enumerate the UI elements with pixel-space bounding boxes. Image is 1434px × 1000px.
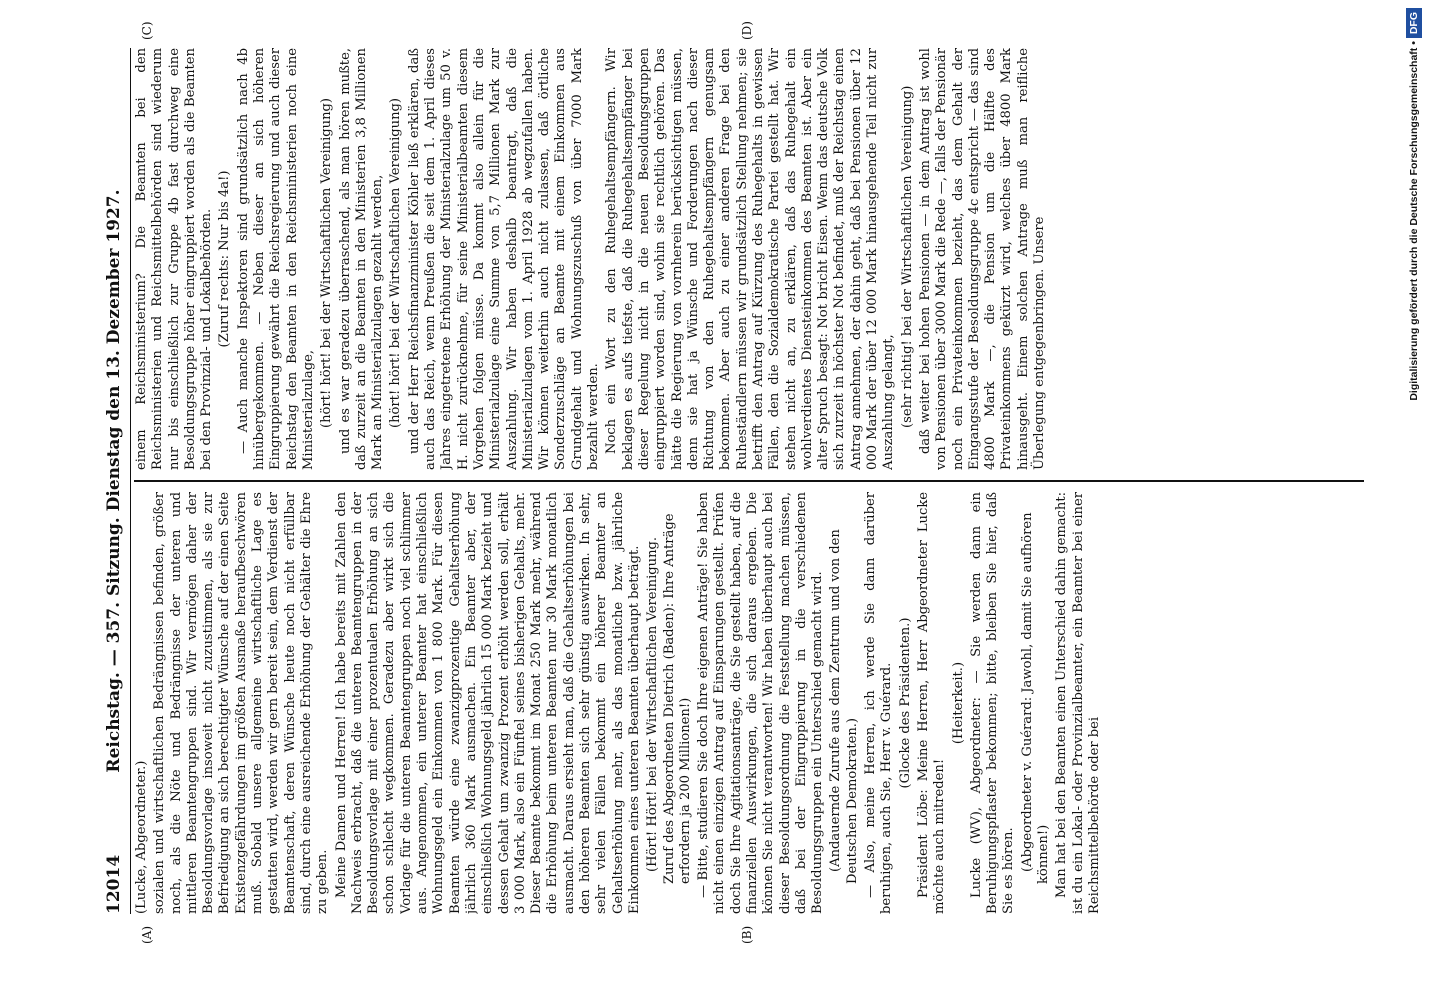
margin-marker-d: (D) <box>740 21 754 40</box>
paragraph: (Abgeordneter v. Guérard: Jawohl, damit Sie aufhören können!) <box>1019 512 1052 884</box>
paragraph: Meine Damen und Herren! Ich habe bereits mit Zahlen den Nachweis erbracht, daß die unteren Beamtengruppen in der Besoldungsvorlage mit einer prozentualen Erhöhung an sich schon schlecht wegkommen. Geradezu aber wirkt sich die Vorlage für die unteren Beamtengruppen noch viel schlimmer aus. Angenommen, ein unterer Beamter hat einschließlich Wohnungsgeld ein Einkommen von 1 800 Mark. Für diesen Beamten würde eine zwanzigprozentige Gehaltserhöhung jährlich 360 Mark ausmachen. Ein Beamter aber, der einschließlich Wohnungsgeld jährlich 15 000 Mark bezieht und dessen Gehalt um zwanzig Prozent erhöht werden soll, erhält 3 000 Mark, also ein Fünftel seines bisherigen Gehalts, mehr. Dieser Beamte bekommt im Monat 250 Mark mehr, während die Erhöhung beim unteren Beamten nur 30 Mark monatlich ausmacht. Daraus ersieht man, daß die Gehaltserhöhungen bei den höheren Beamten sich sehr günstig auswirken. In sehr, sehr vielen Fällen bekommt ein höherer Beamter an Gehaltserhöhung mehr, als das monatliche bzw. jährliche Einkommen eines unteren Beamten überhaupt beträgt. <box>333 492 642 914</box>
paragraph: Man hat bei den Beamten einen Unterschied dahin gemacht: ist du ein Lokal- oder Provinzialbeamter, ein Beamter bei einer Reichsmittelbehörde oder bei <box>1054 492 1102 914</box>
paragraph: Noch ein Wort zu den Ruhegehaltsempfängern. Wir beklagen es aufs tiefste, daß die Ruhegehaltsempfänger bei dieser Regelung nicht in die neuen Besoldungsgruppen eingruppiert worden sind, wohin sie rechtlich gehören. Das hätte die Regierung von vornherein berücksichtigen müssen, denn sie hat ja Wünsche und Forderungen nach dieser Richtung von den Ruhegehaltsempfängern genugsam bekommen. Aber auch zu einer anderen Frage bei den Ruheständlern müssen wir grundsätzlich Stellung nehmen; sie betrifft den Antrag auf Kürzung des Ruhegehalts in gewissen Fällen, den die Sozialdemokratische Partei gestellt hat. Wir stehen nicht an, zu erklären, daß das Ruhegehalt ein wohlverdientes Diensteinkommen des Beamten ist. Aber ein alter Spruch besagt: Not bricht Eisen. Wenn das deutsche Volk sich zurzeit in höchster Not befindet, muß der Reichstag einen Antrag annehmen, der dahin geht, daß bei Pensionen über 12 000 Mark der über 12 000 Mark hinausgehende Teil nicht zur Auszahlung gelangt, <box>604 48 897 470</box>
paragraph: (hört! hört! bei der Wirtschaftlichen Vereinigung) <box>319 97 335 428</box>
stamp-text: Digitalisierung gefördert durch die Deutsche Forschungsgemeinschaft <box>1408 47 1420 401</box>
page-content <box>100 21 1370 944</box>
paragraph: einem Reichsministerium? Die Beamten bei den Reichsministerien und Reichsmittelbehörden sind wiederum nur bis einschließlich zur Gruppe 4b fast durchweg eine Besoldungsgruppe höher eingruppiert worden als die Beamten bei den Provinzial- und Lokalbehörden. <box>134 48 215 470</box>
paragraph: (sehr richtig! bei der Wirtschaftlichen Vereinigung) <box>899 85 915 428</box>
running-title: Reichstag. — 357. Sitzung. Dienstag den 13. Dezember 1927. <box>104 189 124 773</box>
paragraph: — Also, meine Herren, ich werde Sie dann darüber beruhigen, auch Sie, Herr v. Guérard. <box>863 492 895 914</box>
right-column <box>134 48 1364 470</box>
paragraph: Präsident Löbe: Meine Herren, Herr Abgeordneter Lucke möchte auch mitreden! <box>915 492 948 914</box>
paragraph: sozialen und wirtschaftlichen Bedrängnissen befinden, größer noch, als die Nöte und Bedrängnisse der unteren und mittleren Beamtengruppen sind. Wir vermögen daher der Besoldungsvorlage insoweit nicht zuzustimmen, als sie zur Befriedigung an sich berechtigter Wünsche auf der einen Seite Existenzgefährdungen im größten Ausmaße heraufbeschwören muß. Sobald unsere allgemeine wirtschaftliche Lage es gestatten wird, werden wir gern bereit sein, dem Verdienst der Beamtenschaft, deren Wünsche heute noch nicht erfüllbar sind, durch eine ausreichende Erhöhung der Gehälter die Ehre zu geben. <box>152 492 331 914</box>
paragraph: — Bitte, studieren Sie doch Ihre eigenen Anträge! Sie haben nicht einen einzigen Antrag auf Einsparungen gestellt. Prüfen doch Sie Ihre Agitationsanträge, die Sie gestellt haben, auf die finanziellen Auswirkungen, die sich daraus ergeben. Die können Sie nicht verantworten! Wir haben überhaupt auch bei dieser Besoldungsordnung die Feststellung machen müssen, daß bei der Eingruppierung in die verschiedenen Besoldungsgruppen ein Unterschied gemacht wird. <box>696 492 826 914</box>
paragraph: (Hört! Hört! bei der Wirtschaftlichen Vereinigung. Zuruf des Abgeordneten Dietrich (Baden): Ihre Anträge erfordern ja 200 Millionen!) <box>645 513 693 884</box>
paragraph: und es war geradezu überraschend, als man hören mußte, daß zurzeit an die Beamten in den Ministerien 3,8 Millionen Mark an Ministerialzulagen gezahlt werden, <box>337 48 386 470</box>
paragraph: (Heiterkeit.) <box>950 661 966 745</box>
paragraph: — Auch manche Inspektoren sind grundsätzlich nach 4b hinübergekommen. — Neben dieser an sich höheren Eingruppierung gewährt die Reichsregierung und auch dieser Reichstag den Beamten in den Reichsministerien noch eine Ministerialzulage, <box>235 48 316 470</box>
column-divider <box>134 481 1364 483</box>
margin-marker-a: (A) <box>140 925 154 944</box>
digitization-stamp: Digitalisierung gefördert durch die Deutsche Forschungsgemeinschaft • DFG <box>1399 8 1429 998</box>
paragraph: und der Herr Reichsfinanzminister Köhler ließ erklären, daß auch das Reich, wenn Preußen die seit dem 1. April dieses Jahres eingetretene Erhöhung der Ministerialzulage um 50 v. H. nicht zurücknehme, für seine Ministerialbeamten diesem Vorgehen folgen müsse. Da kommt also allein für die Ministerialzulage eine Summe von 5,7 Millionen Mark zur Auszahlung. Wir haben deshalb beantragt, daß die Ministerialzulagen vom 1. April 1928 ab wegzufallen haben. Wir können weiterhin auch nicht zulassen, daß örtliche Sonderzuschläge an Beamte mit einem Einkommen aus Grundgehalt und Wohnungszuschuß von über 7000 Mark bezahlt werden. <box>406 48 602 470</box>
page-header <box>100 48 131 914</box>
paragraph: (Glocke des Präsidenten.) <box>897 617 913 789</box>
paragraph: (Lucke, Abgeordneter.) <box>134 760 149 914</box>
page-number: 12014 <box>104 854 124 914</box>
margin-marker-b: (B) <box>740 925 754 944</box>
paragraph: (Andauernde Zurufe aus dem Zentrum und von den Deutschen Demokraten.) <box>828 529 860 884</box>
paragraph: (hört! hört! bei der Wirtschaftlichen Vereinigung) <box>388 97 404 428</box>
left-column <box>134 492 1364 914</box>
dfg-logo: DFG <box>1406 8 1422 38</box>
paragraph: Lucke (WV), Abgeordneter: — Sie werden dann ein Beruhigungspflaster bekommen; bitte, bleiben Sie hier, daß Sie es hören. <box>968 492 1017 914</box>
margin-marker-c: (C) <box>140 21 154 40</box>
paragraph: daß weiter bei hohen Pensionen — in dem Antrag ist wohl von Pensionen über 3000 Mark die Rede —, falls der Pensionär noch ein Privateinkommen bezieht, das dem Gehalt der Eingangsstufe der Besoldungsgruppe 4c entspricht — das sind 4800 Mark —, die Pension um die Hälfte des Privateinkommens gekürzt wird, welches über 4800 Mark hinausgeht. Einem solchen Antrage muß man reifliche Überlegung entgegenbringen. Unsere <box>917 48 1048 470</box>
paragraph: (Zuruf rechts: Nur bis 4a!) <box>217 170 233 348</box>
